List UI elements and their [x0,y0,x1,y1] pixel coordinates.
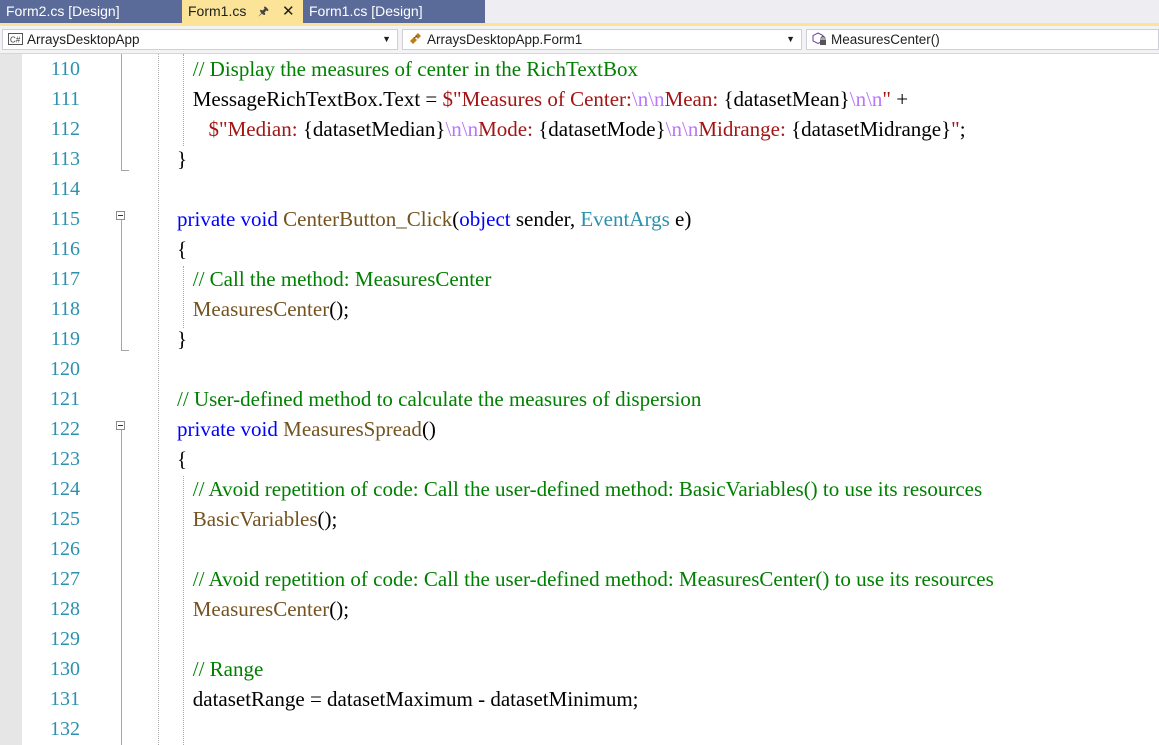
code-token: // Call the method: MeasuresCenter [177,267,492,291]
line-number: 111 [51,88,80,110]
member-dropdown[interactable] [806,29,1159,50]
code-token: + [891,87,909,111]
code-line [0,294,1159,324]
code-token: datasetRange = datasetMaximum - datasetMinimum; [177,687,639,711]
type-name: ArraysDesktopApp.Form1 [427,32,583,47]
project-dropdown[interactable] [2,29,398,50]
code-line [0,114,1159,144]
navigation-bar [0,26,1159,54]
code-line [0,444,1159,474]
code-token: (); [317,507,338,531]
class-icon [408,32,423,46]
code-line [0,384,1159,414]
code-token: " [882,87,891,111]
code-token [177,507,193,531]
tab-strip-empty [485,0,1159,23]
line-number: 129 [50,628,80,650]
code-token: // User-defined method to calculate the measures of dispersion [177,387,702,411]
member-name: MeasuresCenter() [831,32,940,47]
code-token: // Display the measures of center in the RichTextBox [177,57,638,81]
code-token: MessageRichTextBox.Text = [177,87,443,111]
code-token: // Avoid repetition of code: Call the user-defined method: BasicVariables() to use its resources [177,477,983,501]
svg-text:C#: C# [10,35,21,45]
line-number: 110 [50,58,80,80]
code-token: // Range [177,657,264,681]
line-number: 130 [50,658,80,680]
pin-icon[interactable]: 🖈 [258,4,270,18]
code-token: \n\n [445,117,479,141]
code-token: \n\n [849,87,883,111]
line-number: 112 [50,118,80,140]
code-token: } [177,147,188,171]
tab-form1-cs[interactable] [182,0,303,23]
code-token: } [177,327,188,351]
line-number: 114 [50,178,80,200]
code-text [177,144,187,174]
code-text [177,504,337,534]
line-number: 127 [50,568,80,590]
line-number: 123 [50,448,80,470]
project-name: ArraysDesktopApp [27,32,140,47]
line-number: 119 [50,328,80,350]
code-token: $"Median: [208,117,303,141]
code-line [0,504,1159,534]
code-token: sender, [510,207,581,231]
code-token: (); [329,597,350,621]
line-number: 121 [50,388,80,410]
close-icon[interactable]: ✕ [282,3,295,20]
code-line [0,354,1159,384]
code-text [177,294,349,324]
code-token: e) [669,207,692,231]
code-token: " [951,117,960,141]
line-number: 124 [50,478,80,500]
code-text [177,654,263,684]
code-line [0,414,1159,444]
code-text [177,444,187,474]
type-dropdown[interactable] [402,29,802,50]
line-number: 126 [50,538,80,560]
code-token: \n\n [665,117,699,141]
code-text [177,564,994,594]
tab-label: Form1.cs [Design] [309,3,423,19]
tab-label: Form1.cs [188,3,247,19]
line-number: 128 [50,598,80,620]
code-token: BasicVariables [192,507,318,531]
line-number: 120 [50,358,80,380]
code-token [177,297,193,321]
code-token: ( [452,207,460,231]
code-line [0,264,1159,294]
code-line [0,174,1159,204]
chevron-down-icon: ▼ [786,34,795,44]
code-text [177,684,639,714]
line-number: 116 [50,238,80,260]
code-editor[interactable] [0,54,1159,745]
code-line [0,594,1159,624]
code-text [177,204,691,234]
code-line [0,324,1159,354]
code-token: CenterButton_Click [283,207,453,231]
code-token: \n\n [631,87,665,111]
code-token: MeasuresCenter [192,297,330,321]
code-line [0,684,1159,714]
code-text [177,234,187,264]
code-token: {datasetMedian} [302,117,446,141]
code-text [177,384,701,414]
line-number: 132 [50,718,80,740]
code-token: Midrange: [698,117,792,141]
tab-form1-design[interactable] [303,0,485,23]
code-line [0,144,1159,174]
code-token: {datasetMean} [723,87,850,111]
code-token: // Avoid repetition of code: Call the user-defined method: MeasuresCenter() to use its resources [177,567,994,591]
line-number: 118 [50,298,80,320]
code-token: (); [329,297,350,321]
code-text [177,84,908,114]
document-tab-strip [0,0,1159,23]
chevron-down-icon: ▼ [382,34,391,44]
code-line [0,234,1159,264]
code-text [177,114,966,144]
line-number: 113 [50,148,80,170]
code-token: { [177,447,188,471]
code-line [0,534,1159,564]
line-number: 122 [50,418,80,440]
code-line [0,204,1159,234]
code-token: Mean: [664,87,724,111]
code-token: Mode: [478,117,539,141]
code-text [177,594,349,624]
code-token: $"Measures of Center: [442,87,632,111]
code-token [177,597,193,621]
code-line [0,564,1159,594]
code-token: ; [959,117,966,141]
code-token: {datasetMidrange} [791,117,952,141]
code-text [177,264,491,294]
code-token: { [177,237,188,261]
code-token: private void [177,207,284,231]
line-number: 125 [50,508,80,530]
tab-label: Form2.cs [Design] [6,3,120,19]
code-token: MeasuresCenter [192,597,330,621]
code-token: MeasuresSpread [283,417,422,441]
code-line [0,84,1159,114]
code-line [0,654,1159,684]
code-token: () [421,417,436,441]
code-line [0,474,1159,504]
line-number: 115 [50,208,80,230]
code-text [177,54,638,84]
code-token: object [459,207,511,231]
csharp-project-icon [8,32,23,46]
line-number: 117 [50,268,80,290]
code-line [0,714,1159,744]
code-token: private void [177,417,284,441]
code-text [177,324,187,354]
code-text [177,414,436,444]
code-token [177,117,209,141]
code-line [0,54,1159,84]
line-number: 131 [50,688,80,710]
code-text [177,474,982,504]
code-token: EventArgs [580,207,670,231]
method-lock-icon [812,32,827,46]
tab-form2-design[interactable] [0,0,182,23]
code-line [0,624,1159,654]
code-token: {datasetMode} [538,117,666,141]
